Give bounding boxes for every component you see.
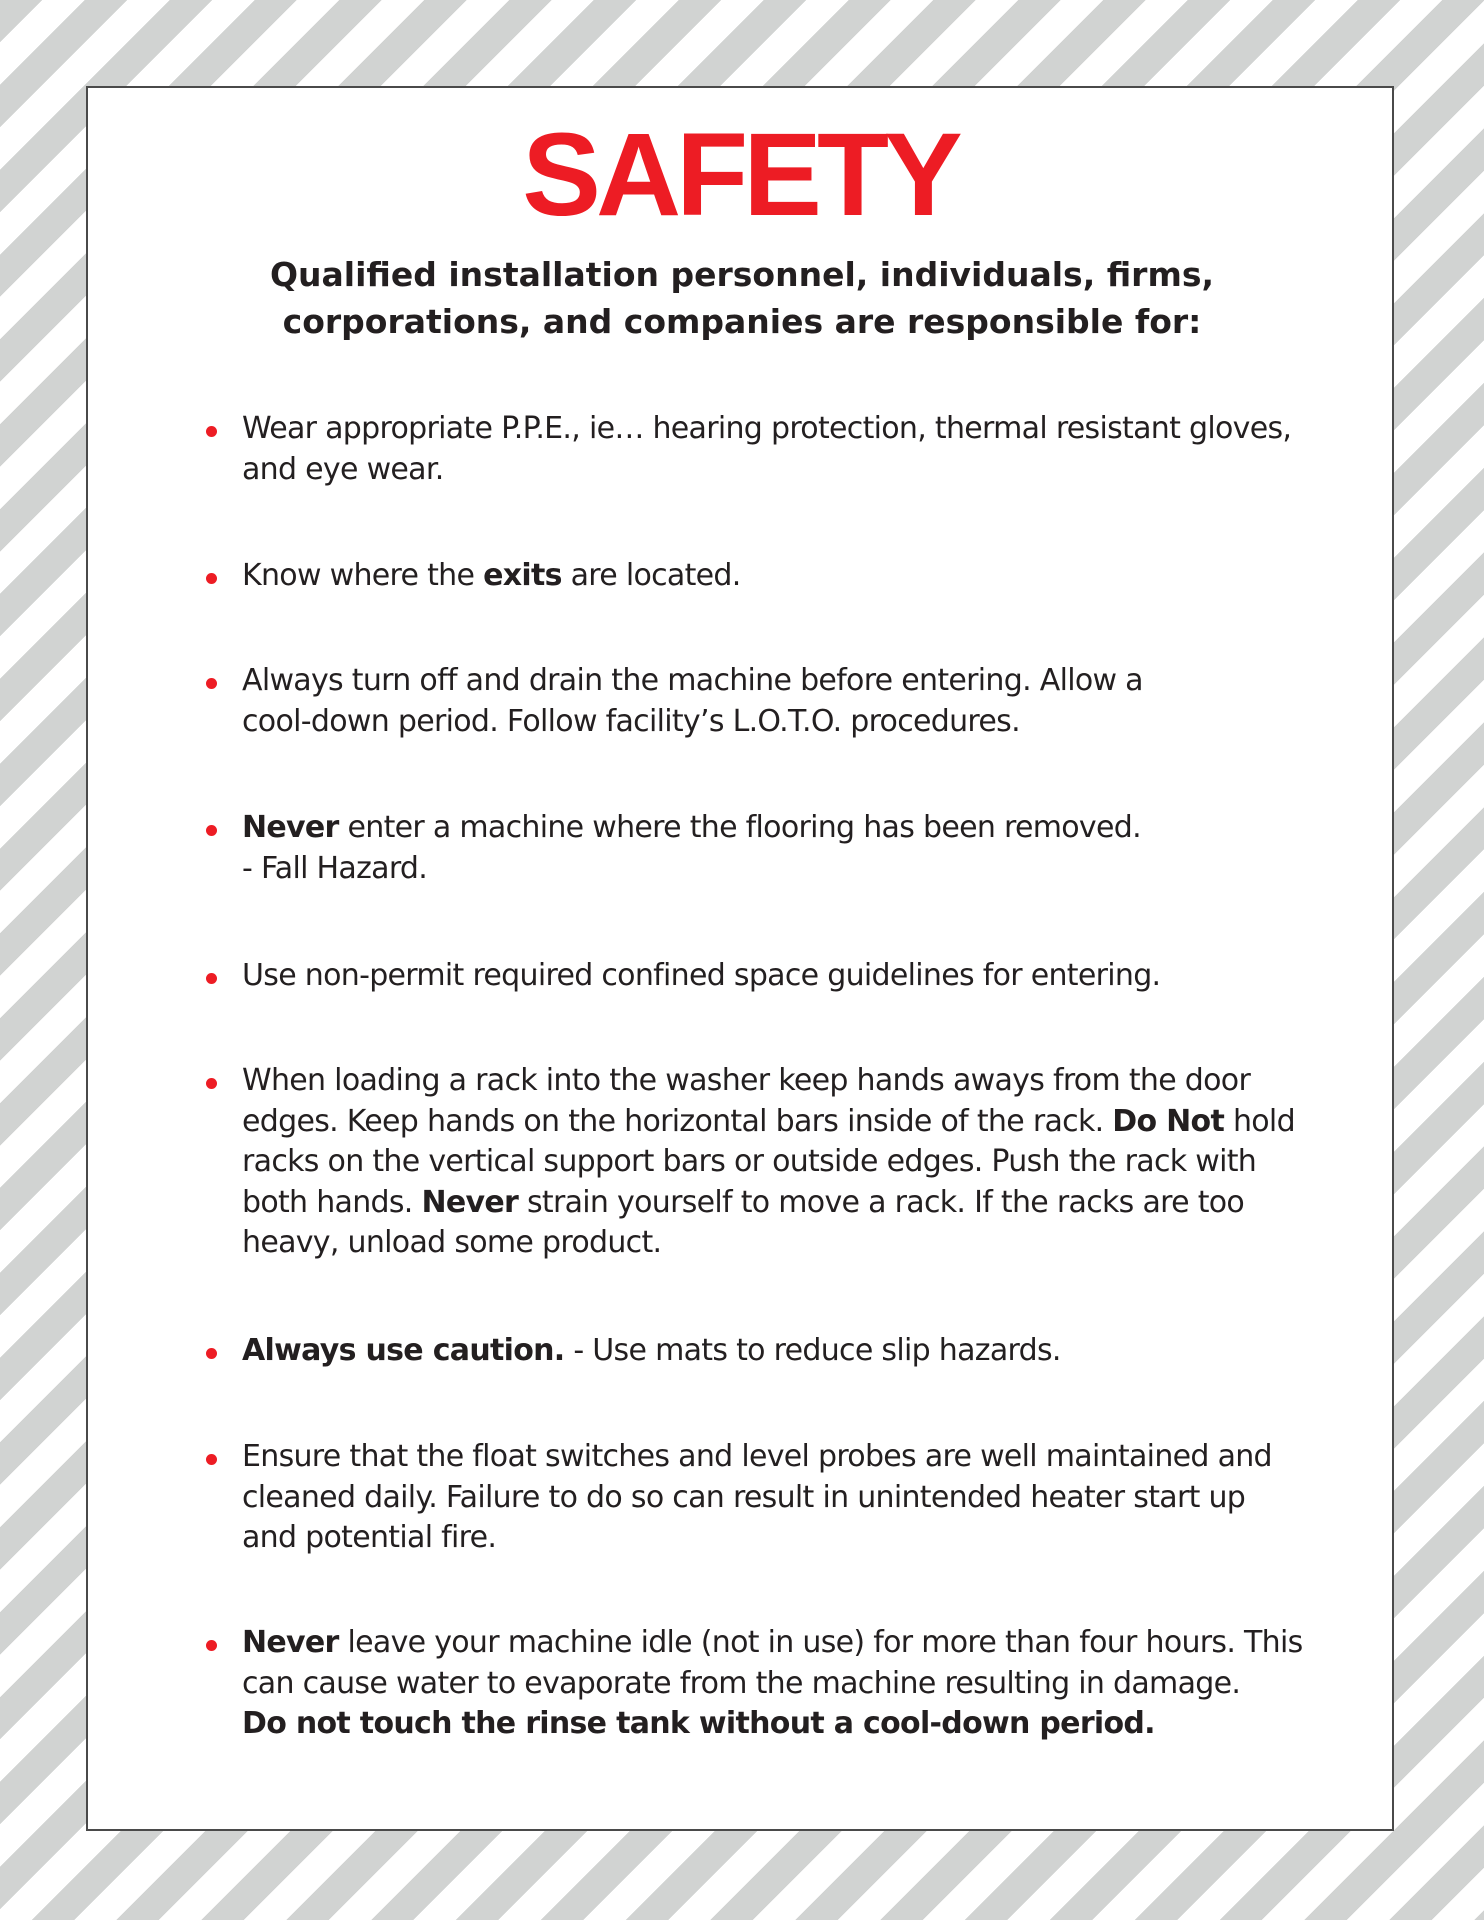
text-run: both hands. bbox=[242, 1184, 422, 1220]
text-line: Always turn off and drain the machine before entering. Allow a bbox=[242, 663, 1143, 698]
subtitle bbox=[238, 251, 1246, 345]
bullet-dot bbox=[206, 1640, 217, 1651]
text-line: cleaned daily. Failure to do so can result in unintended heater start up bbox=[242, 1479, 1246, 1515]
page-title: SAFETY bbox=[522, 109, 958, 241]
list-item-text bbox=[242, 1061, 1382, 1264]
emphasis-text: exits bbox=[483, 558, 562, 593]
subtitle-line: Qualified installation personnel, individuals, firms, bbox=[269, 255, 1215, 294]
text-run: - Use mats to reduce slip hazards. bbox=[564, 1333, 1061, 1368]
text-line: - Fall Hazard. bbox=[242, 850, 428, 886]
text-line bbox=[242, 1183, 1382, 1224]
emphasis-text: Always use caution. bbox=[242, 1333, 565, 1368]
text-run: enter a machine where the flooring has been removed. bbox=[338, 810, 1141, 845]
text-line: cool-down period. Follow facility’s L.O.T.O. procedures. bbox=[242, 703, 1020, 739]
bullet-dot bbox=[206, 973, 217, 984]
text-run: leave your machine idle (not in use) for more than four hours. This bbox=[338, 1625, 1303, 1660]
list-item-text bbox=[242, 808, 1382, 889]
list-item-text bbox=[242, 661, 1382, 742]
text-line: Do not touch the rinse tank without a cool-down period. bbox=[242, 1706, 1155, 1741]
list-item-text bbox=[242, 556, 1382, 597]
bullet-dot bbox=[206, 1454, 217, 1465]
text-line: Wear appropriate P.P.E., ie… hearing protection, thermal resistant gloves, bbox=[242, 411, 1292, 446]
text-line bbox=[242, 1102, 1382, 1143]
list-item-text bbox=[242, 956, 1382, 997]
text-line: Use non-permit required confined space guidelines for entering. bbox=[242, 958, 1161, 993]
text-line: and potential fire. bbox=[242, 1520, 497, 1555]
list-item-text bbox=[242, 1437, 1382, 1559]
emphasis-text: Never bbox=[421, 1184, 519, 1220]
text-run: Know where the bbox=[242, 558, 484, 593]
text-line bbox=[242, 1331, 1382, 1372]
text-run: edges. Keep hands on the horizontal bars inside of the rack. bbox=[242, 1103, 1113, 1139]
text-line: When loading a rack into the washer keep hands aways from the door bbox=[242, 1063, 1251, 1098]
subtitle-line: corporations, and companies are responsible for: bbox=[282, 302, 1202, 341]
text-line bbox=[242, 556, 1382, 597]
text-line: heavy, unload some product. bbox=[242, 1225, 662, 1260]
bullet-dot bbox=[206, 825, 217, 836]
list-item-text bbox=[242, 1331, 1382, 1372]
bullet-dot bbox=[206, 1348, 217, 1359]
text-run: are located. bbox=[561, 558, 741, 593]
text-line: can cause water to evaporate from the machine resulting in damage. bbox=[242, 1665, 1241, 1701]
bullet-dot bbox=[206, 1078, 217, 1089]
text-line: and eye wear. bbox=[242, 451, 444, 487]
text-line: Ensure that the float switches and level probes are well maintained and bbox=[242, 1439, 1272, 1474]
text-line bbox=[242, 808, 1382, 849]
list-item-text bbox=[242, 409, 1382, 490]
text-line: racks on the vertical support bars or outside edges. Push the rack with bbox=[242, 1144, 1257, 1179]
safety-panel bbox=[86, 86, 1394, 1831]
emphasis-text: Never bbox=[242, 810, 339, 845]
text-line bbox=[242, 1623, 1382, 1664]
list-item-text bbox=[242, 1623, 1382, 1745]
emphasis-text: Do Not bbox=[1112, 1103, 1225, 1139]
bullet-dot bbox=[206, 678, 217, 689]
text-run: strain yourself to move a rack. If the racks are too bbox=[518, 1184, 1245, 1220]
emphasis-text: Never bbox=[242, 1625, 339, 1660]
bullet-dot bbox=[206, 426, 217, 437]
bullet-dot bbox=[206, 573, 217, 584]
text-run: hold bbox=[1224, 1103, 1295, 1139]
